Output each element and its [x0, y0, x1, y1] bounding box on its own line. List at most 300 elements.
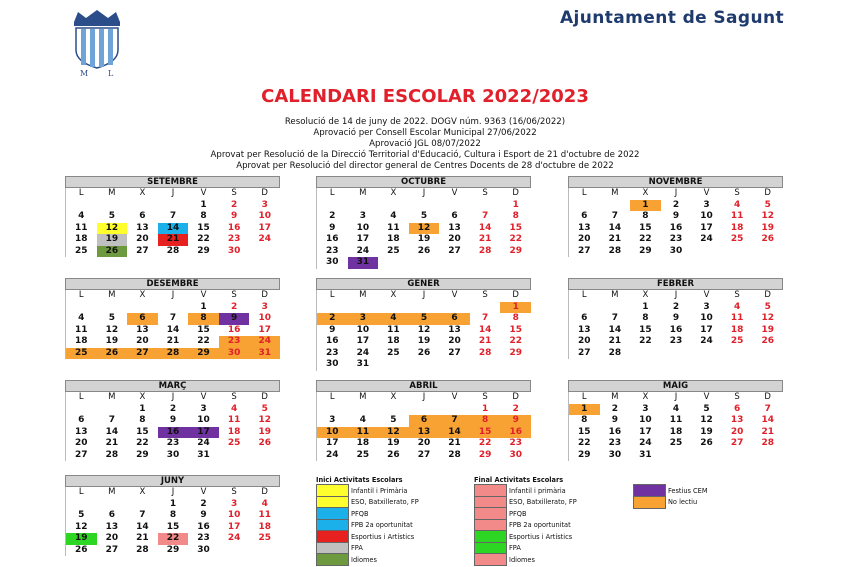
- day-cell: 20: [448, 234, 461, 244]
- day-cell: 14: [478, 324, 492, 335]
- day-cell: 25: [730, 234, 744, 244]
- day-cell: 6: [108, 510, 115, 520]
- weekday-header: D: [261, 188, 268, 198]
- empty-day-cell: [409, 302, 440, 314]
- day-cell: 1: [630, 200, 661, 212]
- day-cell: 27: [578, 347, 591, 358]
- day-cell: 3: [642, 403, 649, 414]
- legend-label: FPA: [351, 544, 363, 553]
- day-cell: 10: [700, 313, 713, 323]
- day-cell: 27: [448, 347, 461, 358]
- weekday-header: X: [642, 188, 649, 198]
- day-cell: 24: [639, 438, 652, 448]
- day-cell: 4: [734, 199, 741, 210]
- weekday-header: X: [390, 290, 397, 300]
- day-cell: 30: [326, 257, 339, 267]
- day-cell: 29: [478, 449, 492, 460]
- day-cell: 5: [261, 403, 268, 414]
- weekday-header: M: [611, 290, 619, 300]
- day-cell: 27: [127, 348, 158, 360]
- month-name: SETEMBRE: [65, 176, 280, 188]
- legend-label: No lectiu: [668, 498, 698, 507]
- empty-day-cell: [378, 200, 409, 212]
- day-cell: 26: [761, 234, 774, 244]
- empty-day-cell: [66, 302, 97, 314]
- day-cell: 30: [227, 245, 241, 256]
- weekday-header: D: [512, 290, 519, 300]
- day-cell: 1: [200, 199, 207, 210]
- day-cell: 13: [448, 324, 461, 335]
- empty-day-cell: [600, 302, 631, 314]
- day-cell: 19: [105, 336, 119, 346]
- day-cell: 11: [258, 510, 271, 520]
- day-cell: 15: [166, 521, 180, 532]
- day-cell: 2: [672, 199, 680, 210]
- empty-day-cell: [348, 404, 379, 416]
- weekday-header: S: [734, 290, 740, 300]
- day-cell: 18: [356, 438, 370, 448]
- day-cell: 9: [219, 313, 250, 325]
- day-cell: 10: [356, 222, 370, 233]
- month-calendar: [568, 176, 783, 257]
- day-cell: 24: [700, 336, 713, 346]
- day-cell: 7: [139, 510, 146, 520]
- day-cell: 23: [608, 438, 622, 448]
- day-cell: 14: [166, 324, 180, 335]
- day-cell: 8: [581, 415, 588, 425]
- weekday-header: D: [261, 392, 268, 402]
- day-cell: 23: [669, 336, 683, 346]
- day-cell: 2: [611, 403, 618, 414]
- day-cell: 21: [158, 234, 189, 246]
- day-cell: 4: [672, 403, 680, 414]
- weekday-header: V: [200, 487, 207, 497]
- day-cell: 18: [730, 324, 744, 335]
- weekday-header: M: [359, 290, 367, 300]
- day-cell: 8: [188, 313, 219, 325]
- day-cell: 24: [700, 234, 713, 244]
- day-cell: 4: [734, 301, 741, 312]
- weekday-header: J: [422, 392, 426, 402]
- day-cell: 23: [219, 336, 250, 348]
- day-cell: 25: [227, 438, 241, 448]
- weekday-header: X: [642, 290, 649, 300]
- weekday-header: J: [171, 188, 175, 198]
- month-calendar: [65, 380, 280, 461]
- day-cell: 16: [227, 222, 241, 233]
- legend-label: Esportius i Artístics: [509, 532, 573, 541]
- weekday-header: V: [200, 188, 207, 198]
- legend-inici: [316, 475, 419, 566]
- weekday-header: J: [171, 487, 175, 497]
- day-cell: 17: [639, 426, 652, 437]
- day-cell: 18: [730, 222, 744, 233]
- day-cell: 31: [356, 359, 370, 369]
- empty-day-cell: [97, 404, 128, 416]
- day-cell: 23: [326, 245, 339, 256]
- day-cell: 28: [761, 438, 774, 448]
- day-cell: 28: [448, 449, 461, 460]
- legend-other: [633, 485, 708, 508]
- day-cell: 23: [669, 234, 683, 244]
- day-cell: 28: [608, 347, 622, 358]
- day-cell: 14: [158, 223, 189, 235]
- day-cell: 12: [378, 427, 409, 439]
- day-cell: 12: [417, 324, 431, 335]
- day-cell: 21: [608, 234, 622, 244]
- empty-day-cell: [409, 404, 440, 416]
- empty-day-cell: [317, 404, 348, 416]
- day-cell: 2: [231, 301, 238, 312]
- legend-swatch: [633, 496, 666, 509]
- weekday-header: D: [512, 188, 519, 198]
- weekday-header: X: [139, 392, 146, 402]
- weekday-header: J: [171, 392, 175, 402]
- day-cell: 4: [261, 498, 268, 509]
- weekday-header: J: [422, 188, 426, 198]
- day-cell: 12: [97, 223, 128, 235]
- day-cell: 13: [136, 324, 149, 335]
- weekday-header: L: [78, 188, 84, 198]
- weekday-header: D: [764, 392, 771, 402]
- day-cell: 28: [105, 449, 119, 460]
- day-cell: 16: [608, 426, 622, 437]
- day-cell: 20: [448, 336, 461, 346]
- day-cell: 31: [639, 449, 652, 460]
- weekday-header: M: [108, 188, 116, 198]
- day-cell: 9: [169, 415, 177, 425]
- month-name: DESEMBRE: [65, 278, 280, 290]
- day-cell: 19: [258, 426, 271, 437]
- day-cell: 10: [197, 415, 210, 425]
- day-cell: 4: [78, 211, 85, 221]
- day-cell: 15: [197, 222, 210, 233]
- day-cell: 11: [387, 222, 400, 233]
- day-cell: 28: [478, 245, 492, 256]
- weekday-header: S: [231, 290, 237, 300]
- day-cell: 29: [509, 245, 522, 256]
- day-cell: 3: [703, 301, 710, 312]
- day-cell: 1: [500, 302, 531, 314]
- day-cell: 16: [227, 324, 241, 335]
- empty-day-cell: [97, 200, 128, 212]
- day-cell: 25: [356, 449, 370, 460]
- day-cell: 19: [417, 234, 431, 244]
- day-cell: 10: [356, 324, 370, 335]
- month-name: FEBRER: [568, 278, 783, 290]
- weekday-header: L: [581, 392, 587, 402]
- weekday-header: X: [390, 188, 397, 198]
- day-cell: 17: [188, 427, 219, 439]
- weekday-header: V: [703, 290, 710, 300]
- day-cell: 24: [227, 533, 241, 543]
- day-cell: 23: [509, 438, 522, 448]
- day-cell: 24: [356, 347, 370, 358]
- day-cell: 24: [356, 245, 370, 256]
- legend-label: PFQB: [509, 509, 527, 518]
- month-calendar: [65, 475, 280, 556]
- legend-label: ESO, Batxillerato, FP: [351, 498, 419, 507]
- day-cell: 7: [482, 313, 489, 323]
- day-cell: 18: [258, 521, 271, 532]
- day-cell: 6: [734, 403, 741, 414]
- empty-day-cell: [378, 404, 409, 416]
- weekday-header: L: [329, 392, 335, 402]
- day-cell: 19: [66, 533, 97, 545]
- day-cell: 21: [761, 426, 774, 437]
- month-calendar: [316, 380, 531, 461]
- empty-day-cell: [348, 302, 379, 314]
- day-cell: 10: [258, 211, 271, 221]
- day-cell: 6: [127, 313, 158, 325]
- day-cell: 22: [136, 438, 149, 448]
- page-title: CALENDARI ESCOLAR 2022/2023: [261, 86, 589, 107]
- day-cell: 7: [764, 403, 771, 414]
- organization-name: Ajuntament de Sagunt: [559, 8, 784, 28]
- weekday-header: V: [200, 290, 207, 300]
- day-cell: 20: [417, 438, 431, 448]
- empty-day-cell: [600, 200, 631, 212]
- empty-day-cell: [439, 404, 470, 416]
- day-cell: 30: [326, 359, 339, 369]
- day-cell: 21: [136, 533, 149, 543]
- day-cell: 6: [581, 313, 588, 323]
- weekday-header: L: [78, 392, 84, 402]
- day-cell: 15: [578, 426, 591, 437]
- day-cell: 12: [258, 415, 271, 425]
- day-cell: 5: [409, 313, 440, 325]
- day-cell: 20: [75, 438, 88, 448]
- day-cell: 4: [78, 313, 85, 323]
- legend-label: FPA: [509, 544, 521, 553]
- weekday-header: M: [359, 392, 367, 402]
- day-cell: 29: [166, 544, 180, 555]
- day-cell: 29: [197, 245, 210, 256]
- day-cell: 15: [470, 427, 501, 439]
- empty-day-cell: [317, 302, 348, 314]
- day-cell: 26: [258, 438, 271, 448]
- day-cell: 29: [136, 449, 149, 460]
- day-cell: 17: [258, 324, 271, 335]
- sagunt-coat-of-arms-logo: [68, 10, 126, 76]
- day-cell: 20: [136, 234, 149, 244]
- day-cell: 16: [197, 521, 210, 532]
- day-cell: 7: [611, 211, 618, 221]
- day-cell: 3: [703, 199, 710, 210]
- empty-day-cell: [127, 499, 158, 511]
- weekday-header: V: [451, 188, 458, 198]
- empty-day-cell: [439, 200, 470, 212]
- legend-label: ESO, Batxillerato, FP: [509, 498, 577, 507]
- day-cell: 5: [108, 211, 115, 221]
- day-cell: 10: [227, 510, 241, 520]
- day-cell: 9: [329, 222, 336, 233]
- day-cell: 6: [581, 211, 588, 221]
- empty-day-cell: [317, 200, 348, 212]
- day-cell: 18: [387, 336, 400, 346]
- month-calendar: [316, 176, 531, 269]
- day-cell: 18: [75, 336, 88, 346]
- weekday-header: X: [642, 392, 649, 402]
- month-name: NOVEMBRE: [568, 176, 783, 188]
- day-cell: 14: [439, 427, 470, 439]
- day-cell: 5: [78, 510, 85, 520]
- day-cell: 12: [761, 211, 774, 221]
- empty-day-cell: [348, 200, 379, 212]
- weekday-header: X: [139, 487, 146, 497]
- day-cell: 2: [169, 403, 177, 414]
- day-cell: 19: [761, 222, 774, 233]
- weekday-header: D: [764, 188, 771, 198]
- day-cell: 8: [139, 415, 146, 425]
- empty-day-cell: [439, 302, 470, 314]
- day-cell: 15: [509, 324, 522, 335]
- day-cell: 21: [608, 336, 622, 346]
- day-cell: 8: [200, 211, 207, 221]
- day-cell: 25: [387, 347, 400, 358]
- day-cell: 9: [500, 415, 531, 427]
- day-cell: 21: [478, 234, 492, 244]
- day-cell: 12: [75, 521, 88, 532]
- day-cell: 27: [448, 245, 461, 256]
- day-cell: 8: [512, 313, 519, 323]
- weekday-header: M: [108, 392, 116, 402]
- legend-item: [474, 554, 577, 566]
- day-cell: 16: [158, 427, 189, 439]
- day-cell: 30: [509, 449, 522, 460]
- day-cell: 4: [359, 415, 366, 425]
- day-cell: 16: [326, 336, 339, 346]
- weekday-header: L: [329, 188, 335, 198]
- day-cell: 5: [764, 199, 771, 210]
- day-cell: 25: [258, 533, 271, 543]
- weekday-header: J: [674, 290, 678, 300]
- day-cell: 22: [478, 438, 492, 448]
- weekday-header: S: [734, 188, 740, 198]
- day-cell: 13: [578, 222, 591, 233]
- day-cell: 9: [611, 415, 618, 425]
- day-cell: 6: [78, 415, 85, 425]
- weekday-header: S: [482, 290, 488, 300]
- weekday-header: L: [78, 290, 84, 300]
- legend-swatch: [316, 553, 349, 566]
- day-cell: 29: [639, 245, 652, 256]
- subtitle-line-3: Aprovació JGL 08/07/2022: [369, 139, 481, 149]
- day-cell: 27: [75, 449, 88, 460]
- day-cell: 6: [139, 211, 146, 221]
- day-cell: 1: [512, 199, 519, 210]
- legend-item: [633, 497, 708, 509]
- empty-day-cell: [127, 200, 158, 212]
- day-cell: 14: [136, 521, 149, 532]
- day-cell: 1: [169, 498, 177, 509]
- day-cell: 13: [409, 427, 440, 439]
- day-cell: 2: [672, 301, 680, 312]
- empty-day-cell: [470, 200, 501, 212]
- day-cell: 7: [169, 211, 177, 221]
- weekday-header: M: [108, 487, 116, 497]
- legend-label: Idiomes: [351, 555, 377, 564]
- day-cell: 28: [608, 245, 622, 256]
- weekday-header: V: [703, 188, 710, 198]
- month-name: GENER: [316, 278, 531, 290]
- weekday-header: L: [581, 188, 587, 198]
- day-cell: 28: [158, 348, 189, 360]
- day-cell: 28: [136, 544, 149, 555]
- day-cell: 3: [261, 199, 268, 210]
- day-cell: 17: [700, 222, 713, 233]
- month-calendar: [568, 380, 783, 461]
- day-cell: 21: [166, 336, 180, 346]
- legend-label: Infantil i Primària: [351, 486, 408, 495]
- day-cell: 27: [417, 449, 431, 460]
- day-cell: 20: [136, 336, 149, 346]
- logo-letter-m: M: [80, 69, 89, 76]
- legend-label: Festius CEM: [668, 486, 708, 495]
- weekday-header: M: [359, 188, 367, 198]
- day-cell: 14: [608, 324, 622, 335]
- day-cell: 14: [105, 426, 119, 437]
- month-calendar: [65, 278, 280, 359]
- legend-label: FPB 2a oportunitat: [351, 521, 413, 530]
- day-cell: 18: [227, 426, 241, 437]
- day-cell: 27: [136, 245, 149, 256]
- day-cell: 30: [219, 348, 250, 360]
- subtitle-line-5: Aprovat per Resolució del director general de Centres Docents de 28 d'octubre de 2022: [236, 161, 614, 171]
- day-cell: 22: [639, 336, 652, 346]
- day-cell: 21: [105, 438, 119, 448]
- day-cell: 2: [231, 199, 238, 210]
- weekday-header: L: [581, 290, 587, 300]
- day-cell: 7: [611, 313, 618, 323]
- legend-label: PFQB: [351, 509, 369, 518]
- day-cell: 4: [231, 403, 238, 414]
- day-cell: 22: [197, 336, 210, 346]
- day-cell: 16: [669, 222, 683, 233]
- day-cell: 26: [417, 245, 431, 256]
- day-cell: 30: [608, 449, 622, 460]
- day-cell: 3: [200, 403, 207, 414]
- empty-day-cell: [66, 200, 97, 212]
- day-cell: 22: [158, 533, 189, 545]
- day-cell: 30: [669, 245, 683, 256]
- day-cell: 24: [258, 234, 271, 244]
- weekday-header: L: [329, 290, 335, 300]
- day-cell: 16: [669, 324, 683, 335]
- subtitle-line-1: Resolució de 14 de juny de 2022. DOGV núm. 9363 (16/06/2022): [284, 117, 566, 127]
- day-cell: 26: [761, 336, 774, 346]
- day-cell: 19: [417, 336, 431, 346]
- day-cell: 7: [108, 415, 115, 425]
- day-cell: 8: [642, 313, 649, 323]
- day-cell: 30: [166, 449, 180, 460]
- day-cell: 25: [387, 245, 400, 256]
- day-cell: 17: [258, 222, 271, 233]
- day-cell: 5: [764, 301, 771, 312]
- day-cell: 10: [700, 211, 713, 221]
- day-cell: 17: [356, 234, 370, 244]
- day-cell: 10: [317, 427, 348, 439]
- day-cell: 15: [197, 324, 210, 335]
- day-cell: 9: [200, 510, 207, 520]
- day-cell: 29: [188, 348, 219, 360]
- day-cell: 15: [639, 324, 652, 335]
- day-cell: 14: [608, 222, 622, 233]
- legend-swatch: [474, 553, 507, 566]
- empty-day-cell: [470, 302, 501, 314]
- day-cell: 11: [348, 427, 379, 439]
- day-cell: 24: [249, 336, 280, 348]
